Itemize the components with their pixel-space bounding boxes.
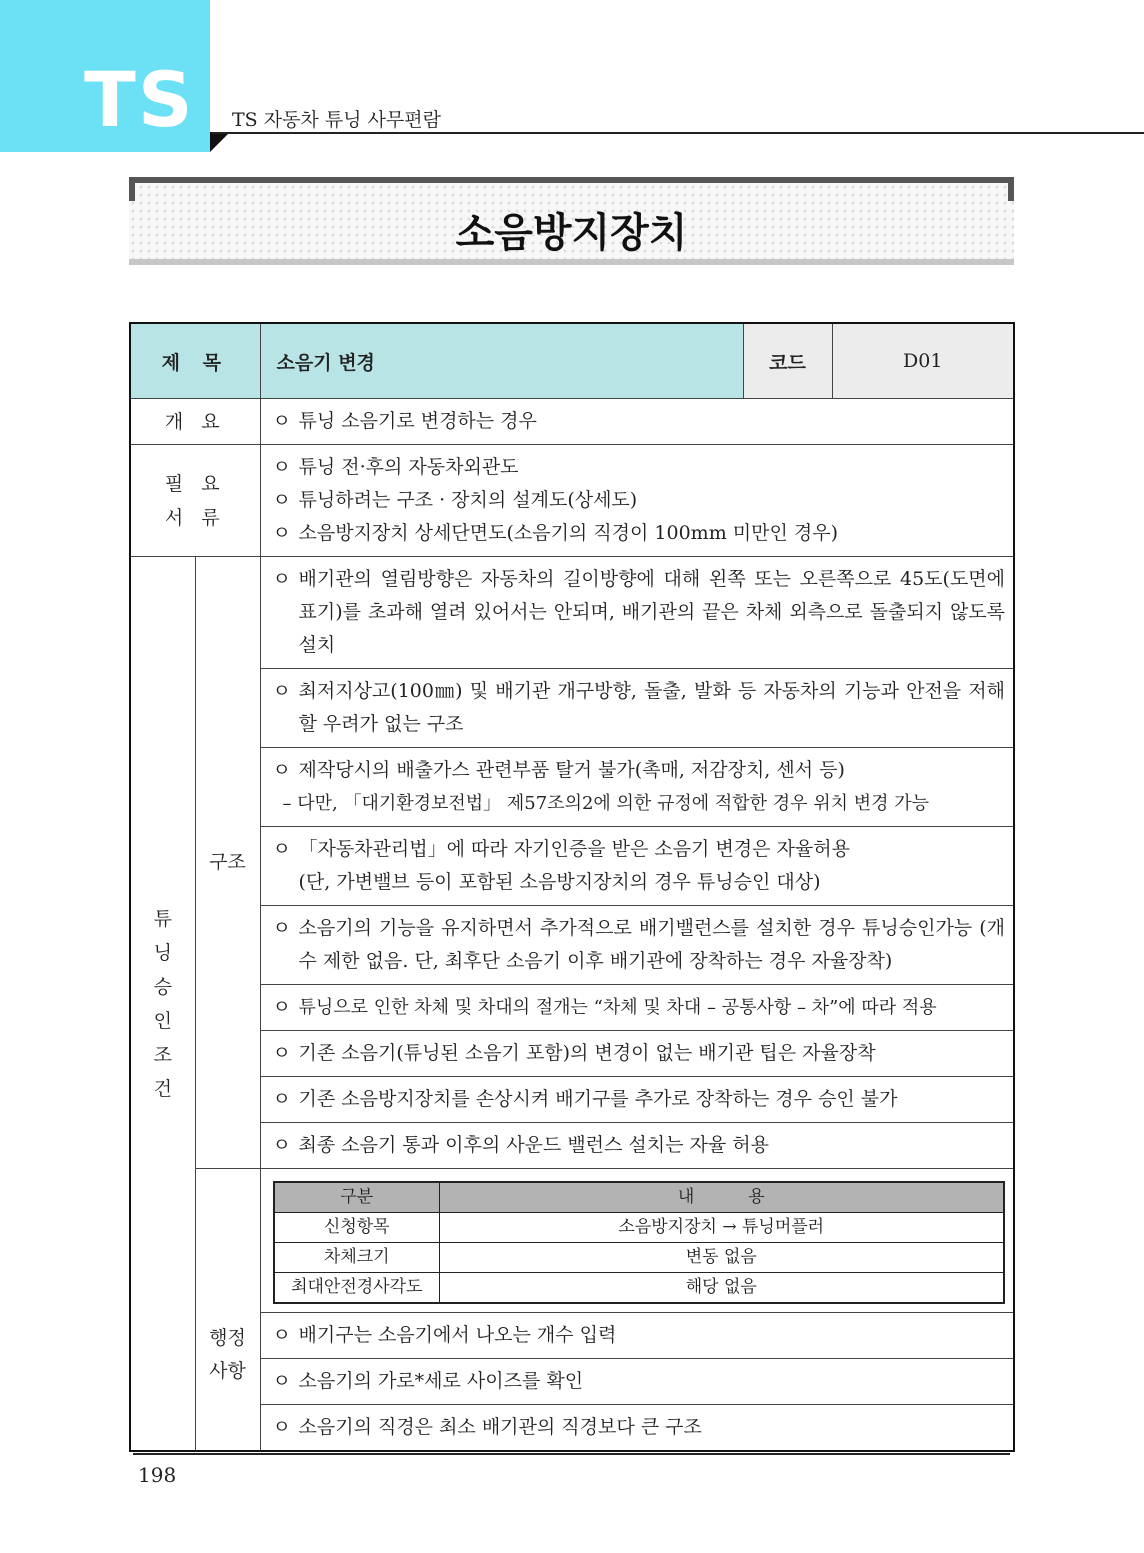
header-rule <box>212 132 1144 134</box>
tuning-spec-table <box>129 322 1015 1452</box>
admin-summary-table <box>273 1181 1005 1304</box>
logo-text: TS <box>84 55 195 144</box>
running-header-title: TS 자동차 튜닝 사무편람 <box>232 109 441 131</box>
documents-cell <box>260 445 1014 557</box>
page-number: 198 <box>138 1463 177 1487</box>
bullet-icon: ㅇ <box>272 522 291 544</box>
structure-row <box>130 906 1014 985</box>
structure-item: ㅇ 배기관의 열림방향은 자동차의 길이방향에 대해 왼쪽 또는 오른쪽으로 45도(도면에 표기)를 초과해 열려 있어서는 안되며, 배기관의 끝은 차체 외측으로 돌출되지 않도록 설치 <box>260 557 1014 669</box>
admin-row <box>130 1169 1014 1313</box>
admin-item: ㅇ 배기구는 소음기에서 나오는 개수 입력 <box>260 1313 1014 1359</box>
table-row: 최대안전경사각도 해당 없음 <box>274 1273 1004 1304</box>
structure-row <box>130 748 1014 827</box>
bullet-icon: ㅇ <box>272 456 291 478</box>
admin-table-header: 구분 내 용 <box>274 1182 1004 1213</box>
structure-row <box>130 1031 1014 1077</box>
bullet-icon: ㅇ <box>272 838 291 860</box>
bullet-icon: ㅇ <box>272 1324 291 1346</box>
overview-row <box>130 399 1014 445</box>
bullet-icon: ㅇ <box>272 917 291 939</box>
structure-item: ㅇ 「자동차관리법」에 따라 자기인증을 받은 소음기 변경은 자율허용 (단, 가변밸브 등이 포함된 소음방지장치의 경우 튜닝승인 대상) <box>260 827 1014 906</box>
list-item: ㅇ 튜닝 전·후의 자동차외관도 <box>273 451 1006 484</box>
structure-item: ㅇ 소음기의 기능을 유지하면서 추가적으로 배기밸런스를 설치한 경우 튜닝승인가능 (개수 제한 없음. 단, 최후단 소음기 이후 배기관에 장착하는 경우 자율장착) <box>260 906 1014 985</box>
bullet-icon: ㅇ <box>272 759 291 781</box>
code-value: D01 <box>832 323 1014 399</box>
title-banner <box>129 177 1014 265</box>
list-item: ㅇ 튜닝하려는 구조 · 장치의 설계도(상세도) <box>273 484 1006 517</box>
documents-label: 필 요 서 류 <box>130 445 260 557</box>
structure-item: ㅇ 최종 소음기 통과 이후의 사운드 밸런스 설치는 자율 허용 <box>260 1123 1014 1169</box>
subject-row <box>130 323 1014 399</box>
structure-item: ㅇ 최저지상고(100㎜) 및 배기관 개구방향, 돌출, 발화 등 자동차의 기능과 안전을 저해할 우려가 없는 구조 <box>260 669 1014 748</box>
logo-corner-triangle <box>210 132 230 152</box>
structure-item: ㅇ 기존 소음기(튜닝된 소음기 포함)의 변경이 없는 배기관 팁은 자율장착 <box>260 1031 1014 1077</box>
table-row: 차체크기 변동 없음 <box>274 1243 1004 1273</box>
admin-row <box>130 1313 1014 1359</box>
footer-rule <box>133 1453 1010 1455</box>
structure-row <box>130 669 1014 748</box>
admin-item: ㅇ 소음기의 직경은 최소 배기관의 직경보다 큰 구조 <box>260 1405 1014 1452</box>
admin-row <box>130 1359 1014 1405</box>
bullet-icon: ㅇ <box>272 568 291 590</box>
structure-item: ㅇ 제작당시의 배출가스 관련부품 탈거 불가(촉매, 저감장치, 센서 등) – 다만, 「대기환경보전법」 제57조의2에 의한 규정에 적합한 경우 위치 변경 가능 <box>260 748 1014 827</box>
logo-block <box>0 0 210 152</box>
admin-table-cell <box>260 1169 1014 1313</box>
admin-row <box>130 1405 1014 1452</box>
bullet-icon: ㅇ <box>272 1134 291 1156</box>
overview-cell <box>260 399 1014 445</box>
structure-row <box>130 827 1014 906</box>
conditions-label: 튜 닝 승 인 조 건 <box>130 557 195 1452</box>
page-title: 소음방지장치 <box>455 210 688 256</box>
structure-row <box>130 985 1014 1031</box>
bullet-icon: ㅇ <box>272 1370 291 1392</box>
admin-item: ㅇ 소음기의 가로*세로 사이즈를 확인 <box>260 1359 1014 1405</box>
structure-row <box>130 1077 1014 1123</box>
bullet-icon: ㅇ <box>272 1042 291 1064</box>
bullet-icon: ㅇ <box>272 410 291 432</box>
bullet-icon: ㅇ <box>272 1416 291 1438</box>
table-row: 신청항목 소음방지장치 → 튜닝머플러 <box>274 1213 1004 1243</box>
bullet-icon: ㅇ <box>272 1088 291 1110</box>
subject-label: 제 목 <box>130 323 260 399</box>
subject-value: 소음기 변경 <box>260 323 743 399</box>
admin-label: 행정 사항 <box>195 1169 260 1452</box>
code-label: 코드 <box>743 323 832 399</box>
structure-label: 구조 <box>195 557 260 1169</box>
bullet-icon: ㅇ <box>272 680 291 702</box>
overview-label: 개 요 <box>130 399 260 445</box>
structure-item: ㅇ 기존 소음방지장치를 손상시켜 배기구를 추가로 장착하는 경우 승인 불가 <box>260 1077 1014 1123</box>
documents-row <box>130 445 1014 557</box>
list-item: ㅇ 튜닝 소음기로 변경하는 경우 <box>273 405 1006 438</box>
structure-row <box>130 1123 1014 1169</box>
list-item: ㅇ 소음방지장치 상세단면도(소음기의 직경이 100mm 미만인 경우) <box>273 517 1006 550</box>
structure-row <box>130 557 1014 669</box>
bullet-icon: ㅇ <box>272 996 291 1018</box>
structure-item: ㅇ 튜닝으로 인한 차체 및 차대의 절개는 “차체 및 차대 – 공통사항 – 차”에 따라 적용 <box>260 985 1014 1031</box>
bullet-icon: ㅇ <box>272 489 291 511</box>
